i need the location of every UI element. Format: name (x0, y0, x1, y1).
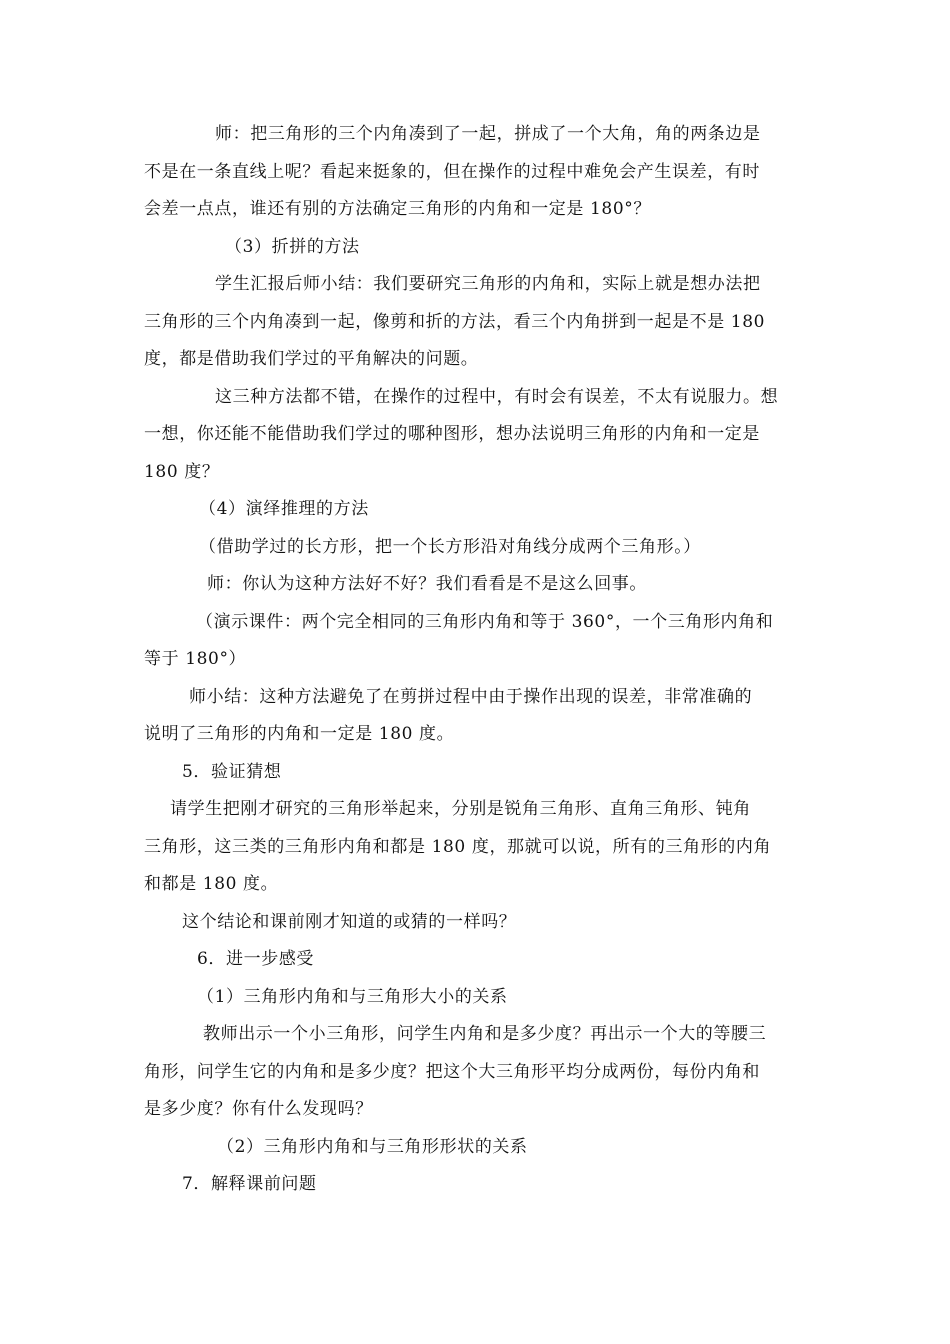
paragraph-line: 教师出示一个小三角形，问学生内角和是多少度？再出示一个大的等腰三 (203, 1024, 767, 1044)
paragraph-line: 角形，问学生它的内角和是多少度？把这个大三角形平均分成两份，每份内角和 (144, 1062, 760, 1082)
paragraph-line: 师：你认为这种方法好不好？我们看看是不是这么回事。 (207, 574, 647, 594)
paragraph-line: 等于 180°） (144, 649, 247, 669)
paragraph-line: 三角形，这三类的三角形内角和都是 180 度，那就可以说，所有的三角形的内角 (144, 837, 772, 857)
section-heading: （1）三角形内角和与三角形大小的关系 (197, 987, 508, 1007)
paragraph-line: 学生汇报后师小结：我们要研究三角形的内角和，实际上就是想办法把 (215, 274, 761, 294)
paragraph-line: 请学生把刚才研究的三角形举起来，分别是锐角三角形、直角三角形、钝角 (170, 799, 751, 819)
paragraph-line: 度，都是借助我们学过的平角解决的问题。 (144, 349, 479, 369)
section-heading: （2）三角形内角和与三角形形状的关系 (217, 1137, 528, 1157)
section-heading: （4）演绎推理的方法 (199, 499, 369, 519)
paragraph-line: 师小结：这种方法避免了在剪拼过程中由于操作出现的误差，非常准确的 (189, 687, 753, 707)
paragraph-line: （演示课件：两个完全相同的三角形内角和等于 360°，一个三角形内角和 (196, 612, 774, 632)
paragraph-line: 一想，你还能不能借助我们学过的哪种图形，想办法说明三角形的内角和一定是 (144, 424, 760, 444)
section-heading: （3）折拼的方法 (225, 237, 360, 257)
paragraph-line: 这个结论和课前刚才知道的或猜的一样吗？ (182, 912, 517, 932)
paragraph-line: 180 度？ (144, 462, 220, 482)
paragraph-line: 会差一点点，谁还有别的方法确定三角形的内角和一定是 180°？ (144, 199, 651, 219)
paragraph-line: 不是在一条直线上呢？看起来挺象的，但在操作的过程中难免会产生误差，有时 (144, 162, 760, 182)
section-heading: 5．验证猜想 (182, 762, 282, 782)
paragraph-line: 和都是 180 度。 (144, 874, 279, 894)
section-heading: 6．进一步感受 (197, 949, 315, 969)
paragraph-line: 三角形的三个内角凑到一起，像剪和折的方法，看三个内角拼到一起是不是 180 (144, 312, 766, 332)
paragraph-line: 这三种方法都不错，在操作的过程中，有时会有误差，不太有说服力。想 (215, 387, 779, 407)
paragraph-line: （借助学过的长方形，把一个长方形沿对角线分成两个三角形。） (199, 537, 701, 557)
section-heading: 7．解释课前问题 (182, 1174, 317, 1194)
paragraph-line: 说明了三角形的内角和一定是 180 度。 (144, 724, 455, 744)
paragraph-line: 是多少度？你有什么发现吗？ (144, 1099, 373, 1119)
paragraph-line: 师：把三角形的三个内角凑到了一起，拼成了一个大角，角的两条边是 (215, 124, 761, 144)
